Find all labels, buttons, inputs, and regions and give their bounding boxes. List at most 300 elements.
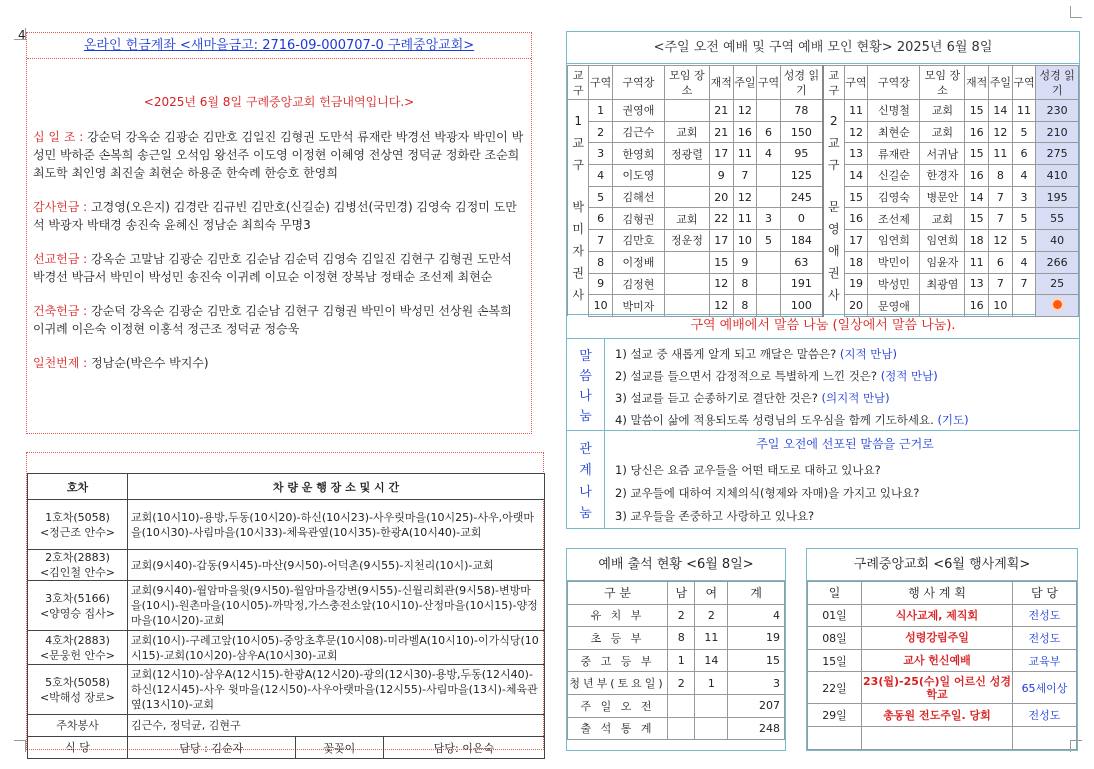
status-label: 중 고 등 부	[568, 649, 668, 672]
district-group: 3	[1012, 186, 1036, 208]
district-leader: 임연희	[868, 230, 920, 252]
event-charge: 교육부	[1013, 649, 1077, 672]
vehicle-car-number: 5호차(5058)	[45, 675, 110, 689]
district-no: 9	[589, 273, 613, 295]
offering-section-mission	[33, 250, 525, 286]
district-place: 서귀남	[920, 143, 965, 165]
district-place: 정광렬	[664, 143, 709, 165]
col-header: 주일	[989, 66, 1013, 100]
district-label-bottom: 박 미 자 권 사	[568, 186, 589, 316]
events-col-header: 담 당	[1013, 582, 1077, 605]
district-registered: 9	[709, 165, 733, 187]
district-no: 15	[844, 186, 868, 208]
district-no: 10	[589, 295, 613, 317]
district-bible: 63	[780, 251, 823, 273]
cafeteria-charge-2: 담당: 이은숙	[383, 737, 544, 759]
district-leader: 박성민	[868, 273, 920, 295]
vehicle-car	[28, 581, 128, 631]
word-question	[615, 343, 969, 365]
event-row	[808, 726, 1077, 749]
district-leader: 김해선	[612, 186, 664, 208]
district-registered: 14	[965, 186, 989, 208]
district-bible: 195	[1036, 186, 1079, 208]
col-header: 모임 장소	[664, 66, 709, 100]
event-charge: 전성도	[1013, 627, 1077, 650]
status-col-header: 구 분	[568, 582, 668, 605]
col-header: 구역	[589, 66, 613, 100]
relation-questions	[615, 459, 919, 528]
district-bible: 95	[780, 143, 823, 165]
district-group: 4	[1012, 251, 1036, 273]
district-place: 교회	[920, 121, 965, 143]
word-question	[615, 365, 969, 387]
status-female	[695, 717, 728, 740]
offering-names: 정남순(박은수 박지수)	[91, 356, 209, 370]
district-group: 5	[1012, 121, 1036, 143]
event-row	[808, 627, 1077, 650]
district-registered: 17	[709, 230, 733, 252]
district-place	[664, 273, 709, 295]
status-male	[668, 717, 695, 740]
event-name: 성령강림주일	[862, 627, 1013, 650]
col-header: 구역장	[612, 66, 664, 100]
district-sunday: 12	[989, 121, 1013, 143]
district-no: 11	[844, 100, 868, 122]
district-registered: 22	[709, 208, 733, 230]
relation-sharing-box	[566, 431, 1080, 529]
offering-label: 십 일 조 :	[33, 130, 84, 144]
district-bible: 125	[780, 165, 823, 187]
district-group: 3	[757, 208, 781, 230]
event-charge: 전성도	[1013, 604, 1077, 627]
district-row	[568, 186, 1079, 208]
relation-question: 2) 교우들에 대하여 지체의식(형제와 자매)을 가지고 있나요?	[615, 486, 920, 500]
question-tag: (정적 만남)	[880, 369, 938, 383]
district-registered: 15	[965, 143, 989, 165]
district-no: 19	[844, 273, 868, 295]
district-group	[757, 251, 781, 273]
district-sunday: 16	[733, 121, 757, 143]
district-header-row	[568, 66, 1079, 100]
district-group: 5	[1012, 208, 1036, 230]
status-row	[568, 672, 785, 695]
vehicle-car	[28, 631, 128, 665]
status-col-header: 남	[668, 582, 695, 605]
district-sunday: 11	[733, 143, 757, 165]
district-no: 8	[589, 251, 613, 273]
district-registered: 20	[709, 186, 733, 208]
district-leader: 최현순	[868, 121, 920, 143]
vehicle-row	[28, 500, 545, 550]
district-leader: 권영애	[612, 100, 664, 122]
question-text: 3) 설교를 듣고 순종하기로 결단한 것은?	[615, 391, 818, 405]
status-male: 8	[668, 627, 695, 650]
word-sharing-title: 구역 예배에서 말씀 나눔 (일상에서 말씀 나눔).	[566, 315, 1080, 339]
district-place	[664, 186, 709, 208]
district-sunday: 7	[989, 208, 1013, 230]
district-no: 7	[589, 230, 613, 252]
status-total: 4	[728, 604, 785, 627]
district-bible: 78	[780, 100, 823, 122]
status-label: 초 등 부	[568, 627, 668, 650]
district-place	[664, 251, 709, 273]
offering-label: 일천번제 :	[33, 356, 88, 370]
district-sunday: 12	[733, 186, 757, 208]
vehicle-header-route: 차 량 운 행 장 소 및 시 간	[128, 474, 545, 500]
district-no: 14	[844, 165, 868, 187]
status-total: 207	[728, 694, 785, 717]
status-label: 청년부(토요일)	[568, 672, 668, 695]
district-group	[757, 165, 781, 187]
side-char: 나	[579, 388, 592, 404]
district-registered: 15	[709, 251, 733, 273]
district-leader: 박미자	[612, 295, 664, 317]
question-tag: (의지적 만남)	[821, 391, 890, 405]
flower-team: 꽃꽂이	[295, 737, 383, 759]
vehicle-header-car: 호차	[28, 474, 128, 500]
district-sunday: 11	[733, 208, 757, 230]
col-header: 성경 읽기	[780, 66, 823, 100]
district-place: 교회	[920, 208, 965, 230]
relation-question: 3) 교우들을 존중하고 사랑하고 있나요?	[615, 509, 815, 523]
district-no: 16	[844, 208, 868, 230]
worship-status-title: 예배 출석 현황 <6월 8일>	[567, 549, 785, 581]
word-questions	[615, 343, 969, 431]
offering-names: 고경영(오은지) 김경란 김규빈 김만호(신길순) 김병선(국민경) 김영숙 김정미 도만석 박광자 박태경 송진숙 윤혜신 정남순 최희숙 무명3	[33, 200, 517, 232]
district-registered: 12	[709, 273, 733, 295]
col-header: 구역장	[868, 66, 920, 100]
vehicle-driver: <김인철 안수>	[39, 566, 116, 579]
district-place: 최광염	[920, 273, 965, 295]
side-char: 관	[579, 442, 592, 458]
events-panel	[806, 548, 1078, 751]
district-bible: 150	[780, 121, 823, 143]
event-row	[808, 672, 1077, 704]
vehicle-route: 교회(9시40)-월암마을윗(9시50)-월암마을강변(9시55)-신월리회관(9시58)-변방마을(10시)-원촌마을(10시05)-까막정,가스충전소앞(10시10)-산정마을(10시15)-양정마을(10시20)-교회	[128, 581, 545, 631]
question-tag: (기도)	[937, 413, 969, 427]
offering-section-building	[33, 302, 525, 338]
col-header: 구역	[1012, 66, 1036, 100]
col-header: 주일	[733, 66, 757, 100]
offering-notice: <2025년 6월 8일 구례중앙교회 헌금내역입니다.>	[143, 95, 415, 109]
district-registered: 16	[965, 165, 989, 187]
vehicle-car-number: 3호차(5166)	[45, 591, 110, 605]
vehicle-driver: <정근조 안수>	[39, 525, 116, 539]
event-day: 01일	[808, 604, 862, 627]
offering-names: 강순덕 강옥순 김광순 김만호 김일진 김형권 도만석 류재란 박경선 박광자 박민이 박성민 박하준 손복희 송근일 오석임 왕선주 이도영 이정현 이혜영 전상연 정덕균 정화란 조순희 최도학 최인영 최진술 최현순 하용준 한숙례 한승호 한영희	[33, 130, 524, 180]
district-bible: 25	[1036, 273, 1079, 295]
question-text: 1) 설교 중 새롭게 알게 되고 깨달은 말씀은?	[615, 347, 837, 361]
district-leader: 조선제	[868, 208, 920, 230]
vehicle-car-number: 4호차(2883)	[45, 633, 110, 647]
col-header: 모임 장소	[920, 66, 965, 100]
district-bible: 245	[780, 186, 823, 208]
status-female: 14	[695, 649, 728, 672]
worship-status-table	[567, 581, 785, 740]
offering-label: 건축헌금 :	[33, 304, 88, 318]
district-bible: 40	[1036, 230, 1079, 252]
district-place	[664, 165, 709, 187]
district-group	[757, 273, 781, 295]
status-female: 11	[695, 627, 728, 650]
offering-section-thousand	[33, 354, 525, 372]
col-header: 재적	[709, 66, 733, 100]
vehicle-driver: <문웅헌 안수>	[39, 648, 116, 662]
district-place	[664, 295, 709, 317]
district-registered: 13	[965, 273, 989, 295]
vehicle-row	[28, 665, 545, 715]
events-col-header: 일	[808, 582, 862, 605]
district-leader: 김정현	[612, 273, 664, 295]
vehicle-route: 교회(12시10)-삼우A(12시15)-한광A(12시20)-광의(12시30)-용방,두동(12시40)-하신(12시45)-사우 윗마을(12시50)-사우아랫마을(12시55)-사림마을(13시)-체육관옆(13시10)-교회	[128, 665, 545, 715]
district-no: 17	[844, 230, 868, 252]
district-registered: 21	[709, 100, 733, 122]
page-number: 4	[18, 28, 26, 42]
event-charge	[1013, 726, 1077, 749]
status-label: 출 석 통 계	[568, 717, 668, 740]
district-group: 11	[1012, 100, 1036, 122]
vehicle-row	[28, 581, 545, 631]
district-place: 정운정	[664, 230, 709, 252]
status-label: 주 일 오 전	[568, 694, 668, 717]
col-header: 재적	[965, 66, 989, 100]
district-leader: 문영애	[868, 295, 920, 317]
district-sunday: 7	[733, 165, 757, 187]
event-day: 22일	[808, 672, 862, 704]
district-no: 5	[589, 186, 613, 208]
status-row	[568, 694, 785, 717]
district-bible: 266	[1036, 251, 1079, 273]
relation-sharing-title: 주일 오전에 선포된 말씀을 근거로	[756, 437, 934, 451]
district-leader: 류재란	[868, 143, 920, 165]
district-sunday: 14	[989, 100, 1013, 122]
district-no: 2	[589, 121, 613, 143]
relation-sharing-side-label	[567, 431, 605, 528]
cafeteria-charge-1: 담당 : 김순자	[128, 737, 296, 759]
event-name	[862, 726, 1013, 749]
offering-label: 선교헌금 :	[33, 252, 88, 266]
district-group	[757, 100, 781, 122]
district-leader: 이정배	[612, 251, 664, 273]
event-name: 식사교제, 제직회	[862, 604, 1013, 627]
district-sunday: 8	[989, 165, 1013, 187]
district-group: 5	[1012, 230, 1036, 252]
offering-label: 감사헌금 :	[33, 200, 88, 214]
vehicle-row	[28, 631, 545, 665]
status-row	[568, 604, 785, 627]
word-sharing-box	[566, 339, 1080, 431]
vehicle-driver: <양영승 집사>	[39, 606, 116, 620]
vehicle-car-number: 2호차(2883)	[45, 551, 110, 564]
district-bible: 210	[1036, 121, 1079, 143]
district-sunday: 11	[989, 143, 1013, 165]
vehicle-driver: <박해성 장로>	[39, 690, 116, 704]
vehicle-car	[28, 665, 128, 715]
account-link[interactable]: 온라인 헌금계좌 <새마을금고: 2716-09-000707-0 구례중앙교회>	[83, 38, 475, 53]
district-group	[1012, 295, 1036, 317]
district-place: 임윤자	[920, 251, 965, 273]
district-group: 4	[757, 143, 781, 165]
district-registered: 11	[965, 251, 989, 273]
status-male: 2	[668, 604, 695, 627]
offering-section-tithe	[33, 128, 525, 182]
district-place: 교회	[664, 208, 709, 230]
status-row	[568, 627, 785, 650]
side-char: 눔	[579, 408, 592, 424]
district-registered: 18	[965, 230, 989, 252]
event-day: 08일	[808, 627, 862, 650]
district-registered: 16	[965, 121, 989, 143]
status-total: 3	[728, 672, 785, 695]
col-header: 성경 읽기	[1036, 66, 1079, 100]
event-name: 총동원 전도주일. 당회	[862, 704, 1013, 727]
district-registered: 12	[709, 295, 733, 317]
district-bible: 184	[780, 230, 823, 252]
district-group	[757, 295, 781, 317]
side-char: 씀	[579, 369, 592, 385]
district-group	[757, 186, 781, 208]
vehicle-row	[28, 550, 545, 581]
vehicle-route: 교회(10시10)-용방,두동(10시20)-하신(10시23)-사우릿마을(10시25)-사우,아랫마을(10시30)-사림마을(10시33)-체육관옆(10시35)-한광A(10시40)-교회	[128, 500, 545, 550]
district-no: 12	[844, 121, 868, 143]
district-leader: 신길순	[868, 165, 920, 187]
status-col-header: 여	[695, 582, 728, 605]
status-female: 1	[695, 672, 728, 695]
district-leader: 김영숙	[868, 186, 920, 208]
status-header-row	[568, 582, 785, 605]
account-title-bar	[27, 33, 531, 59]
district-sunday: 12	[733, 100, 757, 122]
district-label-top: 1 교 구	[568, 100, 589, 187]
district-leader: 김형권	[612, 208, 664, 230]
relation-question: 1) 당신은 요즘 교우들을 어떤 태도로 대하고 있나요?	[615, 463, 881, 477]
status-row	[568, 717, 785, 740]
word-sharing-side-label	[567, 339, 605, 430]
vehicle-route: 교회(10시)-구례고앞(10시05)-중앙초후문(10시08)-미라벨A(10시10)-이가식당(10시15)-교회(10시20)-삼우A(10시30)-교회	[128, 631, 545, 665]
event-name: 23(월)-25(수)일 어르신 성경학교	[862, 672, 1013, 704]
district-place: 교회	[664, 121, 709, 143]
district-place: 한경자	[920, 165, 965, 187]
worship-status-panel	[566, 548, 786, 751]
event-day	[808, 726, 862, 749]
side-char: 눔	[579, 505, 592, 521]
district-bible: 55	[1036, 208, 1079, 230]
district-no: 3	[589, 143, 613, 165]
event-row	[808, 649, 1077, 672]
district-sunday: 10	[989, 295, 1013, 317]
status-total: 19	[728, 627, 785, 650]
col-header: 교구	[568, 66, 589, 100]
events-title: 구례중앙교회 <6월 행사계획>	[807, 549, 1077, 581]
cafeteria-row	[28, 737, 545, 759]
events-header-row	[808, 582, 1077, 605]
district-sunday: 8	[733, 273, 757, 295]
offering-names: 강옥순 고말남 김광순 김만호 김순남 김순덕 김영숙 김일진 김현구 김형권 도만석 박경선 박금서 박민이 박성민 송진숙 이귀례 이묘순 이정현 장복남 정태순 조선제 최현순	[33, 252, 512, 284]
district-bible: 100	[780, 295, 823, 317]
district-no: 6	[589, 208, 613, 230]
district-place	[920, 295, 965, 317]
vehicle-schedule	[26, 452, 544, 755]
col-header: 교구	[823, 66, 844, 100]
parking-row	[28, 715, 545, 737]
status-total: 248	[728, 717, 785, 740]
event-day: 29일	[808, 704, 862, 727]
side-char: 계	[579, 463, 592, 479]
word-question	[615, 387, 969, 409]
word-question	[615, 409, 969, 431]
status-male	[668, 694, 695, 717]
col-header: 구역	[757, 66, 781, 100]
event-charge: 65세이상	[1013, 672, 1077, 704]
district-registered: 15	[965, 100, 989, 122]
status-total: 15	[728, 649, 785, 672]
col-header: 구역	[844, 66, 868, 100]
district-bible: 0	[780, 208, 823, 230]
status-col-header: 계	[728, 582, 785, 605]
district-attendance-title: <주일 오전 예배 및 구역 예배 모인 현황> 2025년 6월 8일	[567, 32, 1079, 64]
district-leader: 김근수	[612, 121, 664, 143]
event-day: 15일	[808, 649, 862, 672]
vehicle-car-number: 1호차(5058)	[45, 510, 110, 524]
vehicle-table	[27, 473, 545, 759]
district-sunday: 8	[733, 295, 757, 317]
status-female: 2	[695, 604, 728, 627]
district-sunday: 6	[989, 251, 1013, 273]
district-group: 6	[757, 121, 781, 143]
district-leader: 이도영	[612, 165, 664, 187]
district-sunday: 7	[989, 186, 1013, 208]
district-registered: 16	[965, 295, 989, 317]
status-male: 1	[668, 649, 695, 672]
events-table	[807, 581, 1077, 750]
district-place: 교회	[920, 100, 965, 122]
district-bible	[1036, 295, 1079, 317]
offering-names: 강순덕 강옥순 김광순 김만호 김순남 김현구 김형권 박민이 박성민 선상원 손복희 이귀례 이은숙 이정현 이홍석 정근조 정덕균 정승욱	[33, 304, 512, 336]
district-attendance-table	[567, 65, 1079, 317]
district-place: 임연희	[920, 230, 965, 252]
district-place: 병문안	[920, 186, 965, 208]
district-leader: 김만호	[612, 230, 664, 252]
vehicle-car	[28, 550, 128, 581]
district-row	[568, 100, 1079, 122]
district-attendance-panel	[566, 31, 1080, 315]
parking-names: 김근수, 정덕균, 김현구	[128, 715, 545, 737]
district-place	[664, 100, 709, 122]
side-char: 나	[579, 484, 592, 500]
district-no: 4	[589, 165, 613, 187]
question-text: 4) 말씀이 삶에 적용되도록 성령님의 도우심을 함께 기도하세요.	[615, 413, 934, 427]
side-char: 말	[579, 349, 592, 365]
vehicle-header-row	[28, 474, 545, 500]
district-no: 18	[844, 251, 868, 273]
district-leader: 한영희	[612, 143, 664, 165]
district-bible: 191	[780, 273, 823, 295]
vehicle-route: 교회(9시40)-갑동(9시45)-마산(9시50)-어덕촌(9시55)-지천리(10시)-교회	[128, 550, 545, 581]
district-sunday: 12	[989, 230, 1013, 252]
status-label: 유 치 부	[568, 604, 668, 627]
crop-mark-bottom-left	[14, 740, 26, 752]
district-no: 13	[844, 143, 868, 165]
vehicle-car	[28, 500, 128, 550]
district-sunday: 7	[989, 273, 1013, 295]
status-row	[568, 649, 785, 672]
district-bible: 410	[1036, 165, 1079, 187]
district-bible: 230	[1036, 100, 1079, 122]
question-text: 2) 설교를 들으면서 감정적으로 특별하게 느낀 것은?	[615, 369, 878, 383]
district-bible: 275	[1036, 143, 1079, 165]
status-female	[695, 694, 728, 717]
offering-panel	[26, 32, 532, 434]
